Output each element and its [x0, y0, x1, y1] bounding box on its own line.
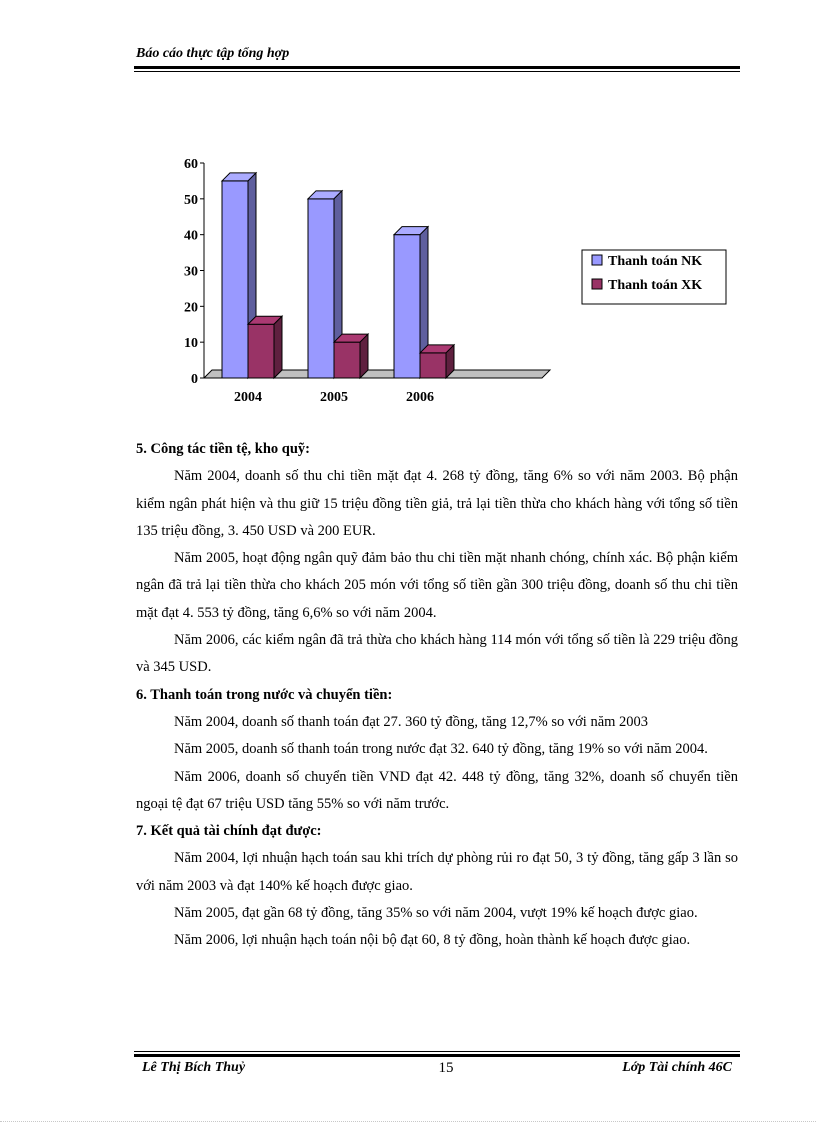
header-rule-thick — [134, 66, 740, 69]
legend-swatch — [592, 279, 602, 289]
legend-label: Thanh toán XK — [608, 278, 703, 293]
y-tick-label: 20 — [184, 300, 198, 316]
bar-front — [308, 199, 334, 378]
y-tick-label: 40 — [184, 228, 198, 244]
section-heading: 6. Thanh toán trong nước và chuyển tiền: — [136, 686, 393, 703]
bar-chart — [172, 150, 732, 410]
bar-chart-svg — [172, 150, 732, 410]
paragraph: Năm 2006, các kiểm ngân đã trả thừa cho khách hàng 114 món với tổng số tiền là 229 triệu đồng và 345 USD. — [136, 632, 738, 676]
bar-front — [334, 342, 360, 378]
paragraph: Năm 2004, doanh số thanh toán đạt 27. 360 tỷ đồng, tăng 12,7% so với năm 2003 — [174, 713, 649, 730]
bar-side — [360, 334, 368, 378]
section-heading: 5. Công tác tiền tệ, kho quỹ: — [136, 441, 311, 457]
y-tick-label: 0 — [191, 372, 198, 387]
page-number: 15 — [438, 1060, 454, 1076]
paragraph: Năm 2005, hoạt động ngân quỹ đảm bảo thu chi tiền mặt nhanh chóng, chính xác. Bộ phận kiểm ngân đã trả lại tiền thừa cho khách 205 món với tổng số tiền gần 300 triệu đồng, doanh số thu chi tiền mặt đạt 4. 553 tỷ đồng, tăng 6,6% so với năm 2004. — [136, 550, 738, 621]
paragraph: Năm 2006, lợi nhuận hạch toán nội bộ đạt 60, 8 tỷ đồng, hoàn thành kế hoạch được giao. — [174, 932, 691, 949]
paragraph: Năm 2004, doanh số thu chi tiền mặt đạt 4. 268 tỷ đồng, tăng 6% so với năm 2003. Bộ phận kiểm ngân phát hiện và thu giữ 15 triệu đồng tiền giả, trả lại tiền thừa cho khách hàng với tổng số tiền 135 triệu đồng, 3. 450 USD và 200 EUR. — [136, 468, 738, 539]
y-tick-label: 30 — [184, 264, 198, 280]
paragraph: Năm 2005, doanh số thanh toán trong nước đạt 32. 640 tỷ đồng, tăng 19% so với năm 2004. — [174, 741, 708, 758]
x-tick-label: 2005 — [320, 390, 348, 405]
header-rule-thin — [134, 71, 740, 72]
paragraph: Năm 2005, đạt gần 68 tỷ đồng, tăng 35% so với năm 2004, vượt 19% kế hoạch được giao. — [174, 905, 698, 922]
y-tick-label: 10 — [184, 336, 198, 352]
footer-author: Lê Thị Bích Thuỷ — [142, 1060, 246, 1075]
x-tick-label: 2006 — [406, 390, 434, 405]
x-tick-label: 2004 — [234, 390, 262, 405]
bar-front — [248, 324, 274, 378]
report-body — [136, 436, 738, 955]
bar-side — [274, 316, 282, 378]
y-tick-label: 60 — [184, 157, 198, 172]
legend-swatch — [592, 255, 602, 265]
page-footer — [136, 1060, 736, 1082]
footer-rule-thick — [134, 1054, 740, 1057]
legend-label: Thanh toán NK — [608, 254, 703, 269]
paragraph: Năm 2006, doanh số chuyển tiền VND đạt 42. 448 tỷ đồng, tăng 32%, doanh số chuyển tiền ngoại tệ đạt 67 triệu USD tăng 55% so với năm trước. — [136, 768, 738, 812]
bar-front — [222, 181, 248, 378]
footer-rule-thin — [134, 1051, 740, 1052]
y-tick-label: 50 — [184, 192, 198, 208]
page-header-title: Báo cáo thực tập tổng hợp — [136, 46, 290, 61]
section-heading: 7. Kết quả tài chính đạt được: — [136, 823, 322, 840]
footer-class: Lớp Tài chính 46C — [622, 1060, 732, 1075]
page-edge — [0, 1121, 816, 1122]
paragraph: Năm 2004, lợi nhuận hạch toán sau khi trích dự phòng rủi ro đạt 50, 3 tỷ đồng, tăng gấp 3 lần so với năm 2003 và đạt 140% kế hoạch được giao. — [136, 850, 738, 894]
bar-front — [420, 353, 446, 378]
bar-front — [394, 235, 420, 378]
